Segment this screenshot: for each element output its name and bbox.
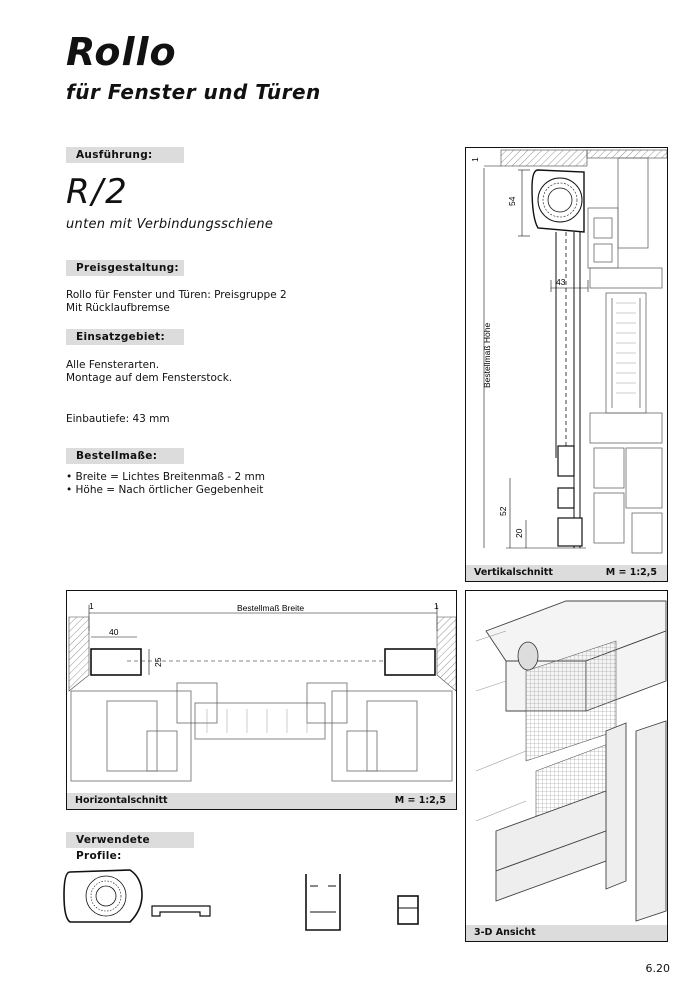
bestell-item-breite: • Breite = Lichtes Breitenmaß - 2 mm [66, 471, 265, 483]
dim-52: 52 [498, 506, 508, 516]
dim-54: 54 [507, 196, 517, 206]
horizontalschnitt-panel [66, 590, 457, 810]
dim-25: 25 [153, 657, 163, 667]
bestellmasse-list [66, 471, 265, 497]
dim-1-right: 1 [434, 601, 439, 611]
ausfuehrung-label: Ausführung: [66, 147, 184, 163]
3d-ansicht-caption [466, 925, 667, 941]
profile-label: Verwendete Profile: [66, 832, 194, 848]
page-number: 6.20 [645, 962, 670, 975]
dim-bestellmass-breite: Bestellmaß Breite [237, 603, 305, 613]
page-title: Rollo [66, 30, 177, 74]
3d-ansicht-panel [465, 590, 668, 942]
preisgestaltung-text [66, 289, 287, 315]
vertikalschnitt-caption [466, 565, 667, 581]
dim-1-left: 1 [89, 601, 94, 611]
dim-43: 43 [556, 277, 566, 287]
vertikalschnitt-caption-label: Vertikalschnitt [474, 567, 553, 578]
horizontalschnitt-caption-label: Horizontalschnitt [75, 795, 168, 806]
horizontalschnitt-drawing [67, 591, 456, 791]
horizontalschnitt-caption [67, 793, 456, 809]
einbautiefe-text: Einbautiefe: 43 mm [66, 413, 170, 425]
vertikalschnitt-scale: M = 1:2,5 [605, 567, 657, 578]
einsatzgebiet-text [66, 359, 232, 385]
model-description: unten mit Verbindungsschiene [66, 217, 274, 232]
page-subtitle: für Fenster und Türen [66, 80, 321, 104]
dim-1-vertical: 1 [470, 157, 480, 162]
bestell-item-hoehe: • Höhe = Nach örtlicher Gegebenheit [66, 484, 264, 496]
vertikalschnitt-drawing [466, 148, 667, 564]
einsatz-line-2: Montage auf dem Fensterstock. [66, 372, 233, 384]
3d-ansicht-caption-label: 3-D Ansicht [474, 927, 536, 938]
bestellmasse-label: Bestellmaße: [66, 448, 184, 464]
3d-ansicht-drawing [466, 591, 667, 924]
profile-drawings [60, 860, 440, 940]
dim-bestellmass-hoehe: Bestellmaß Höhe [482, 322, 492, 388]
einsatzgebiet-label: Einsatzgebiet: [66, 329, 184, 345]
dim-20: 20 [514, 528, 524, 538]
model-code: R/2 [66, 172, 129, 212]
dim-40: 40 [109, 627, 119, 637]
preis-line-1: Rollo für Fenster und Türen: Preisgruppe 2 [66, 289, 287, 301]
preisgestaltung-label: Preisgestaltung: [66, 260, 184, 276]
vertikalschnitt-panel [465, 147, 668, 582]
horizontalschnitt-scale: M = 1:2,5 [394, 795, 446, 806]
einsatz-line-1: Alle Fensterarten. [66, 359, 160, 371]
preis-line-2: Mit Rücklaufbremse [66, 302, 170, 314]
